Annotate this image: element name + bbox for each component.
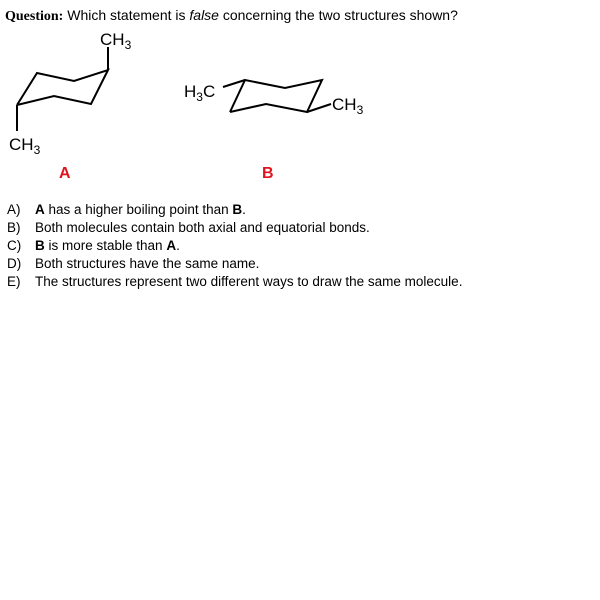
option-text-2: .	[242, 202, 246, 217]
option-text-2: .	[176, 238, 180, 253]
option-text-1: Both molecules contain both axial and equatorial bonds.	[35, 220, 370, 235]
structure-a-bottom-methyl: $CH_3$	[9, 135, 41, 157]
structure-b-right-methyl: $CH_3$	[332, 95, 364, 117]
structure-b-ring	[230, 80, 322, 112]
option-d	[7, 255, 462, 273]
option-c	[7, 237, 462, 255]
structure-b-label: B	[262, 165, 274, 182]
option-bold-1: B	[35, 238, 45, 253]
option-letter: A)	[7, 202, 21, 217]
option-letter: C)	[7, 238, 22, 253]
structure-a-top-methyl: $CH_3$	[100, 30, 132, 52]
option-bold-2: B	[232, 202, 243, 217]
option-bold-1: A	[35, 202, 45, 217]
option-a	[7, 201, 462, 219]
question-text-after: concerning the two structures shown?	[218, 7, 458, 23]
option-text-1: is more stable than	[44, 238, 167, 253]
option-letter: B)	[7, 220, 21, 235]
option-b	[7, 219, 462, 237]
option-letter: D)	[7, 256, 22, 271]
structure-a-ring	[17, 70, 108, 105]
option-e	[7, 273, 462, 291]
structures-figure	[0, 0, 600, 200]
structure-b-left-methyl: $H_3C$	[184, 82, 216, 104]
question-label: Question:	[5, 9, 64, 24]
option-letter: E)	[7, 274, 21, 289]
question-text-before: Which statement is	[63, 7, 190, 23]
option-text-1: has a higher boiling point than	[44, 202, 233, 217]
structure-a	[17, 47, 108, 131]
option-bold-2: A	[166, 238, 177, 253]
structure-b	[223, 80, 331, 112]
answer-options	[7, 201, 462, 291]
question-italic-word: false	[189, 7, 219, 23]
option-text-1: Both structures have the same name.	[35, 256, 260, 271]
structure-a-label: A	[59, 165, 71, 182]
option-text-1: The structures represent two different ways to draw the same molecule.	[35, 274, 463, 289]
